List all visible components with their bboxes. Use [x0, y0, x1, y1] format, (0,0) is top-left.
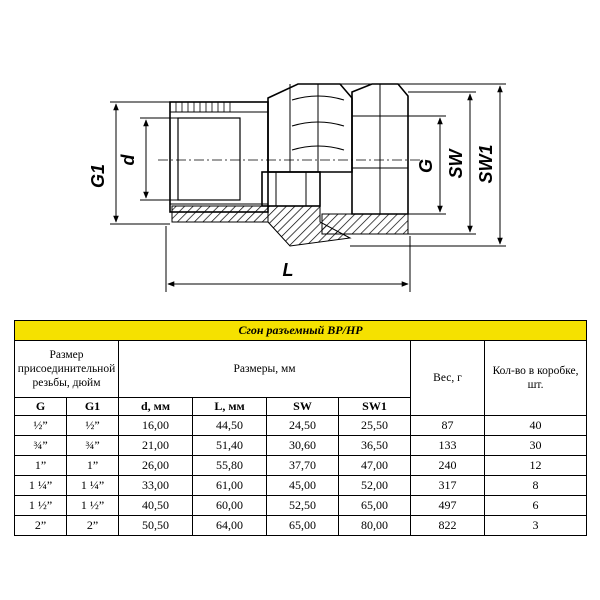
cell-sw1: 36,50	[339, 436, 411, 456]
cell-g: ½”	[15, 416, 67, 436]
label-sw: SW	[446, 149, 466, 179]
cell-weight: 133	[411, 436, 485, 456]
cell-l: 51,40	[193, 436, 267, 456]
cell-g1: 1”	[67, 456, 119, 476]
table-row	[15, 516, 587, 536]
cell-weight: 317	[411, 476, 485, 496]
cell-qty: 6	[485, 496, 587, 516]
cell-g1: 1 ½”	[67, 496, 119, 516]
table-row	[15, 416, 587, 436]
label-g: G	[416, 158, 436, 174]
cell-g1: ½”	[67, 416, 119, 436]
cell-sw: 65,00	[267, 516, 339, 536]
cell-l: 60,00	[193, 496, 267, 516]
header-weight: Вес, г	[411, 341, 485, 416]
cell-g: 1 ½”	[15, 496, 67, 516]
cell-weight: 822	[411, 516, 485, 536]
cell-g: ¾”	[15, 436, 67, 456]
header-dims-group: Размеры, мм	[119, 341, 411, 398]
thread-marks-left	[176, 102, 230, 112]
cell-sw: 37,70	[267, 456, 339, 476]
cell-l: 64,00	[193, 516, 267, 536]
table-title: Сгон разъемный ВР/НР	[15, 321, 587, 341]
cell-weight: 240	[411, 456, 485, 476]
cell-g1: 1 ¼”	[67, 476, 119, 496]
label-sw1: SW1	[476, 144, 496, 184]
cell-sw: 52,50	[267, 496, 339, 516]
cell-d: 16,00	[119, 416, 193, 436]
cell-d: 33,00	[119, 476, 193, 496]
cell-l: 55,80	[193, 456, 267, 476]
cell-d: 26,00	[119, 456, 193, 476]
cell-sw1: 25,50	[339, 416, 411, 436]
label-g1: G1	[88, 163, 108, 189]
cell-g1: ¾”	[67, 436, 119, 456]
table-row	[15, 496, 587, 516]
table-row	[15, 476, 587, 496]
cell-sw: 45,00	[267, 476, 339, 496]
center-sleeve	[262, 172, 320, 206]
col-header-d: d, мм	[119, 398, 193, 416]
cell-qty: 3	[485, 516, 587, 536]
col-header-l: L, мм	[193, 398, 267, 416]
cell-qty: 8	[485, 476, 587, 496]
section-hatch-left	[172, 206, 268, 222]
cell-qty: 40	[485, 416, 587, 436]
label-l: L	[282, 260, 294, 280]
section-hatch-right	[322, 214, 408, 234]
union-nut	[268, 84, 352, 172]
cell-sw1: 52,00	[339, 476, 411, 496]
cell-qty: 12	[485, 456, 587, 476]
cell-g: 2”	[15, 516, 67, 536]
col-header-g1: G1	[67, 398, 119, 416]
cell-g: 1 ¼”	[15, 476, 67, 496]
cell-d: 21,00	[119, 436, 193, 456]
fitting-body	[158, 84, 420, 246]
cell-sw1: 47,00	[339, 456, 411, 476]
header-size-group: Размер присоединительной резьбы, дюйм	[15, 341, 119, 398]
cell-weight: 497	[411, 496, 485, 516]
col-header-g: G	[15, 398, 67, 416]
cell-d: 50,50	[119, 516, 193, 536]
cell-l: 61,00	[193, 476, 267, 496]
cell-sw1: 65,00	[339, 496, 411, 516]
cell-g1: 2”	[67, 516, 119, 536]
cell-d: 40,50	[119, 496, 193, 516]
table-row	[15, 436, 587, 456]
cell-sw: 30,60	[267, 436, 339, 456]
table-row	[15, 456, 587, 476]
male-bore	[178, 118, 240, 200]
cell-qty: 30	[485, 436, 587, 456]
cell-weight: 87	[411, 416, 485, 436]
cell-g: 1”	[15, 456, 67, 476]
cell-sw: 24,50	[267, 416, 339, 436]
cell-l: 44,50	[193, 416, 267, 436]
label-d: d	[118, 154, 138, 166]
col-header-sw1: SW1	[339, 398, 411, 416]
cell-sw1: 80,00	[339, 516, 411, 536]
header-qty: Кол-во в коробке, шт.	[485, 341, 587, 416]
col-header-sw: SW	[267, 398, 339, 416]
spec-table	[14, 320, 587, 536]
